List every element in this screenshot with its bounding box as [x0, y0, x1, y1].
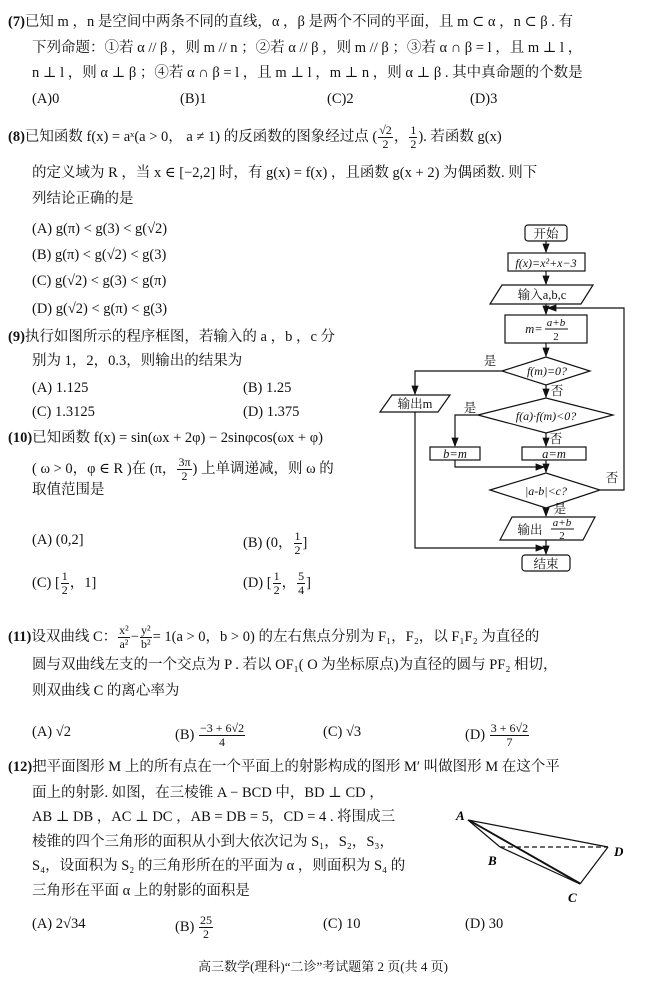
- fraction-numerator: x²: [119, 623, 129, 637]
- option-c: (C) g(√2) < g(3) < g(π): [32, 273, 167, 289]
- question-number: (8): [8, 128, 25, 145]
- text-segment: (D) [: [243, 574, 272, 591]
- tetrahedron-figure: [440, 800, 640, 910]
- fraction: [294, 530, 302, 557]
- edge-bc: [500, 847, 580, 884]
- text-segment: 已知函数 f(x) = aˣ(a > 0， a ≠ 1) 的反函数的图象经过点 (: [24, 128, 378, 145]
- option-a: [32, 914, 85, 934]
- a-assign-label: a=m: [542, 447, 566, 461]
- fraction: [490, 722, 529, 749]
- fraction-numerator: y²: [140, 623, 151, 637]
- condition-3-label: |a-b|<c?: [524, 484, 568, 498]
- text-segment: 已知函数 f(x) = sin(ωx + 2φ) − 2sinφcos(ωx + φ): [32, 430, 323, 446]
- yes-label-2: 是: [463, 401, 477, 415]
- question-number: (7): [8, 14, 25, 30]
- text-segment: (C) [: [32, 574, 60, 591]
- text-segment: 把平面图形 M 上的所有点在一个平面上的射影构成的图形 M′ 叫做图形 M 在这个平: [32, 759, 560, 775]
- text-segment: S₄，设面积为 S₂ 的三角形所在的平面为 α ，则面积为 S₄ 的: [32, 858, 406, 874]
- text-segment: 的定义域为 R ，当 x ∈ [−2,2] 时，有 g(x) = f(x) ，且函数 g(x + 2) 为偶函数. 则下: [32, 165, 538, 181]
- text-segment: (A) √2: [32, 724, 71, 740]
- text-segment: (C) 10: [323, 916, 361, 932]
- fraction-denominator: 2: [202, 927, 209, 941]
- output-average-num: a+b: [552, 517, 572, 529]
- fraction: [199, 722, 245, 749]
- fraction-numerator: 1: [61, 569, 68, 583]
- option-a: [32, 530, 84, 550]
- b-assign-label: b=m: [443, 447, 467, 461]
- option-a: [32, 722, 71, 742]
- option-d: (D) 1.375: [243, 404, 300, 420]
- text-segment: ，: [393, 128, 409, 145]
- question-number: (10): [8, 430, 33, 446]
- option-b: (B) g(π) < g(√2) < g(3): [32, 247, 167, 263]
- option-c: [323, 722, 361, 742]
- fraction: [409, 124, 417, 151]
- fraction-denominator: a²: [119, 637, 129, 651]
- fraction-numerator: −3 + 6√2: [199, 721, 245, 735]
- fraction-numerator: 3 + 6√2: [490, 721, 529, 735]
- text-segment: (A) (0,2]: [32, 532, 84, 548]
- fraction-denominator: 2: [294, 543, 301, 557]
- fraction: [378, 124, 393, 151]
- text-segment: ，1]: [69, 574, 97, 591]
- text-segment: −: [130, 628, 139, 645]
- loop-back-arrow: [548, 308, 624, 490]
- question-8-line: [32, 189, 134, 209]
- text-segment: 圆与双曲线左支的一个交点为 P . 若以 OF₁( O 为坐标原点)为直径的圆与 PF₂ 相切，: [32, 657, 558, 673]
- text-segment: 则双曲线 C 的离心率为: [32, 683, 180, 699]
- condition-2-label: f(a)·f(m)<0?: [515, 409, 577, 423]
- question-12-line: [32, 832, 394, 852]
- output-average-prefix: 输出: [517, 523, 543, 537]
- option-a: (A) g(π) < g(3) < g(√2): [32, 221, 168, 237]
- edge-ac: [468, 820, 580, 884]
- m-assign-num: a+b: [546, 317, 566, 329]
- question-12-line: [32, 881, 250, 901]
- text-segment: (D): [465, 726, 489, 743]
- question-7-line: [8, 12, 573, 32]
- fraction-denominator: b²: [140, 637, 151, 651]
- text-segment: 别为 1，2，0.3，则输出的结果为: [32, 353, 243, 369]
- option-d: (D)3: [470, 91, 498, 107]
- fraction-denominator: 2: [273, 583, 280, 597]
- fraction-denominator: 2: [61, 583, 68, 597]
- option-b: (B) 1.25: [243, 380, 292, 396]
- label-d: D: [614, 844, 624, 859]
- option-d: (D) g(√2) < g(π) < g(3): [32, 301, 168, 317]
- edge-ab: [468, 820, 500, 847]
- question-7-line: [32, 38, 582, 58]
- option-a: (A)0: [32, 91, 60, 107]
- question-number: (11): [8, 628, 32, 645]
- fraction-denominator: 2: [382, 137, 389, 151]
- question-9-line: [32, 351, 242, 371]
- fraction: [297, 570, 305, 597]
- question-12-line: [8, 757, 560, 777]
- text-segment: 棱锥的四个三角形的面积从小到大依次记为 S₁，S₂，S₃，: [32, 834, 394, 850]
- question-12-line: [32, 856, 405, 876]
- fraction-numerator: 25: [199, 913, 212, 927]
- text-segment: 列结论正确的是: [32, 191, 134, 207]
- end-label: 结束: [533, 557, 559, 571]
- text-segment: 取值范围是: [32, 482, 105, 498]
- fraction-numerator: √2: [379, 123, 392, 137]
- fraction-denominator: 2: [181, 469, 188, 483]
- fraction-numerator: 1: [410, 123, 417, 137]
- output-average-parallelogram: [500, 517, 595, 540]
- yes-label-3: 是: [553, 502, 567, 516]
- fraction-denominator: 4: [298, 583, 305, 597]
- fraction: [177, 456, 191, 483]
- question-11-line: [32, 681, 179, 701]
- option-b: (B)1: [180, 91, 207, 107]
- yes-label-1: 是: [483, 354, 497, 368]
- question-11-line: [32, 655, 558, 675]
- m-assign-den: 2: [553, 331, 559, 343]
- start-label: 开始: [533, 227, 559, 241]
- flowchart: [350, 215, 646, 585]
- option-c: [32, 570, 96, 597]
- question-11-line: [8, 624, 539, 651]
- text-segment: (A) 2√34: [32, 916, 86, 932]
- label-a: A: [456, 808, 465, 823]
- question-number: (9): [8, 329, 25, 345]
- no-label-1: 否: [550, 384, 564, 398]
- option-a: (A) 1.125: [32, 380, 89, 396]
- question-12-line: [32, 783, 384, 803]
- text-segment: 设双曲线 C：: [31, 628, 118, 645]
- text-segment: 执行如图所示的程序框图，若输入的 a ，b ，c 分: [24, 329, 336, 345]
- question-8-line: [32, 163, 537, 183]
- fraction: [118, 624, 130, 651]
- fraction-denominator: 7: [506, 735, 513, 749]
- text-segment: ]: [306, 574, 311, 591]
- fraction: [199, 914, 213, 941]
- edge-ad: [468, 820, 608, 847]
- fraction-numerator: 1: [294, 529, 301, 543]
- fraction: [61, 570, 69, 597]
- fraction-denominator: 2: [410, 137, 417, 151]
- text-segment: ) 上单调递减，则 ω 的: [192, 460, 334, 477]
- fraction: [273, 570, 281, 597]
- text-segment: 已知 m ，n 是空间中两条不同的直线，α ，β 是两个不同的平面，且 m ⊂ α ，n ⊂ β . 有: [24, 14, 573, 30]
- fraction-numerator: 5: [298, 569, 305, 583]
- input-label: 输入a,b,c: [517, 288, 567, 302]
- text-segment: n ⊥ l ，则 α ⊥ β ；④若 α ∩ β = l ，且 m ⊥ l ，m ⊥ n ，则 α ⊥ β . 其中真命题的个数是: [32, 65, 583, 81]
- text-segment: ]: [302, 534, 308, 551]
- no-label-3: 否: [605, 471, 619, 485]
- output-average-den: 2: [559, 530, 565, 542]
- option-d: [465, 722, 530, 749]
- m-assign-lhs: m=: [525, 322, 543, 336]
- text-segment: (D) 30: [465, 916, 504, 932]
- question-10-line: [8, 428, 323, 448]
- question-10-line: [32, 480, 105, 500]
- function-label: f(x)=x²+x−3: [515, 256, 577, 270]
- text-segment: 面上的射影. 如图，在三棱锥 A − BCD 中，BD ⊥ CD ，: [32, 785, 384, 801]
- text-segment: ，: [281, 574, 297, 591]
- text-segment: AB ⊥ DB ，AC ⊥ DC ，AB = DB = 5，CD = 4 . 将围成三: [32, 809, 396, 825]
- option-c: (C)2: [327, 91, 354, 107]
- question-10-line: [32, 456, 334, 483]
- no-label-2: 否: [549, 432, 563, 446]
- text-segment: (B): [175, 726, 198, 743]
- edge-ac-inner: [471, 821, 580, 883]
- option-b: [175, 722, 246, 749]
- fraction-numerator: 1: [273, 569, 280, 583]
- text-segment: 下列命题：①若 α // β ，则 m // n ；②若 α // β ，则 m // β ；③若 α ∩ β = l ，且 m ⊥ l ，: [32, 40, 583, 56]
- fraction: [140, 624, 152, 651]
- text-segment: (B): [175, 918, 198, 935]
- page-footer: 高三数学(理科)“二诊”考试题第 2 页(共 4 页): [198, 959, 448, 974]
- text-segment: ( ω > 0，φ ∈ R )在 (π，: [32, 460, 177, 477]
- option-c: (C) 1.3125: [32, 404, 95, 420]
- question-12-line: [32, 807, 395, 827]
- fraction-denominator: 4: [219, 735, 226, 749]
- question-number: (12): [8, 759, 33, 775]
- question-7-line: [32, 63, 583, 83]
- option-c: [323, 914, 360, 934]
- label-c: C: [568, 890, 577, 905]
- text-segment: ). 若函数 g(x): [418, 128, 502, 145]
- option-b: [175, 914, 214, 941]
- output-m-label: 输出m: [397, 397, 433, 411]
- option-b: [243, 530, 307, 557]
- question-8-line: [8, 124, 502, 151]
- text-segment: 三角形在平面 α 上的射影的面积是: [32, 883, 250, 899]
- text-segment: (C) √3: [323, 724, 362, 740]
- question-9-line: [8, 327, 335, 347]
- edge-cd: [580, 847, 608, 884]
- condition-1-label: f(m)=0?: [526, 364, 568, 378]
- option-d: [243, 570, 311, 597]
- label-b: B: [488, 853, 497, 868]
- fraction-numerator: 3π: [178, 455, 191, 469]
- text-segment: = 1(a > 0，b > 0) 的左右焦点分别为 F₁，F₂，以 F₁F₂ 为直径的: [152, 628, 540, 645]
- option-d: [465, 914, 503, 934]
- text-segment: (B) (0，: [243, 534, 293, 551]
